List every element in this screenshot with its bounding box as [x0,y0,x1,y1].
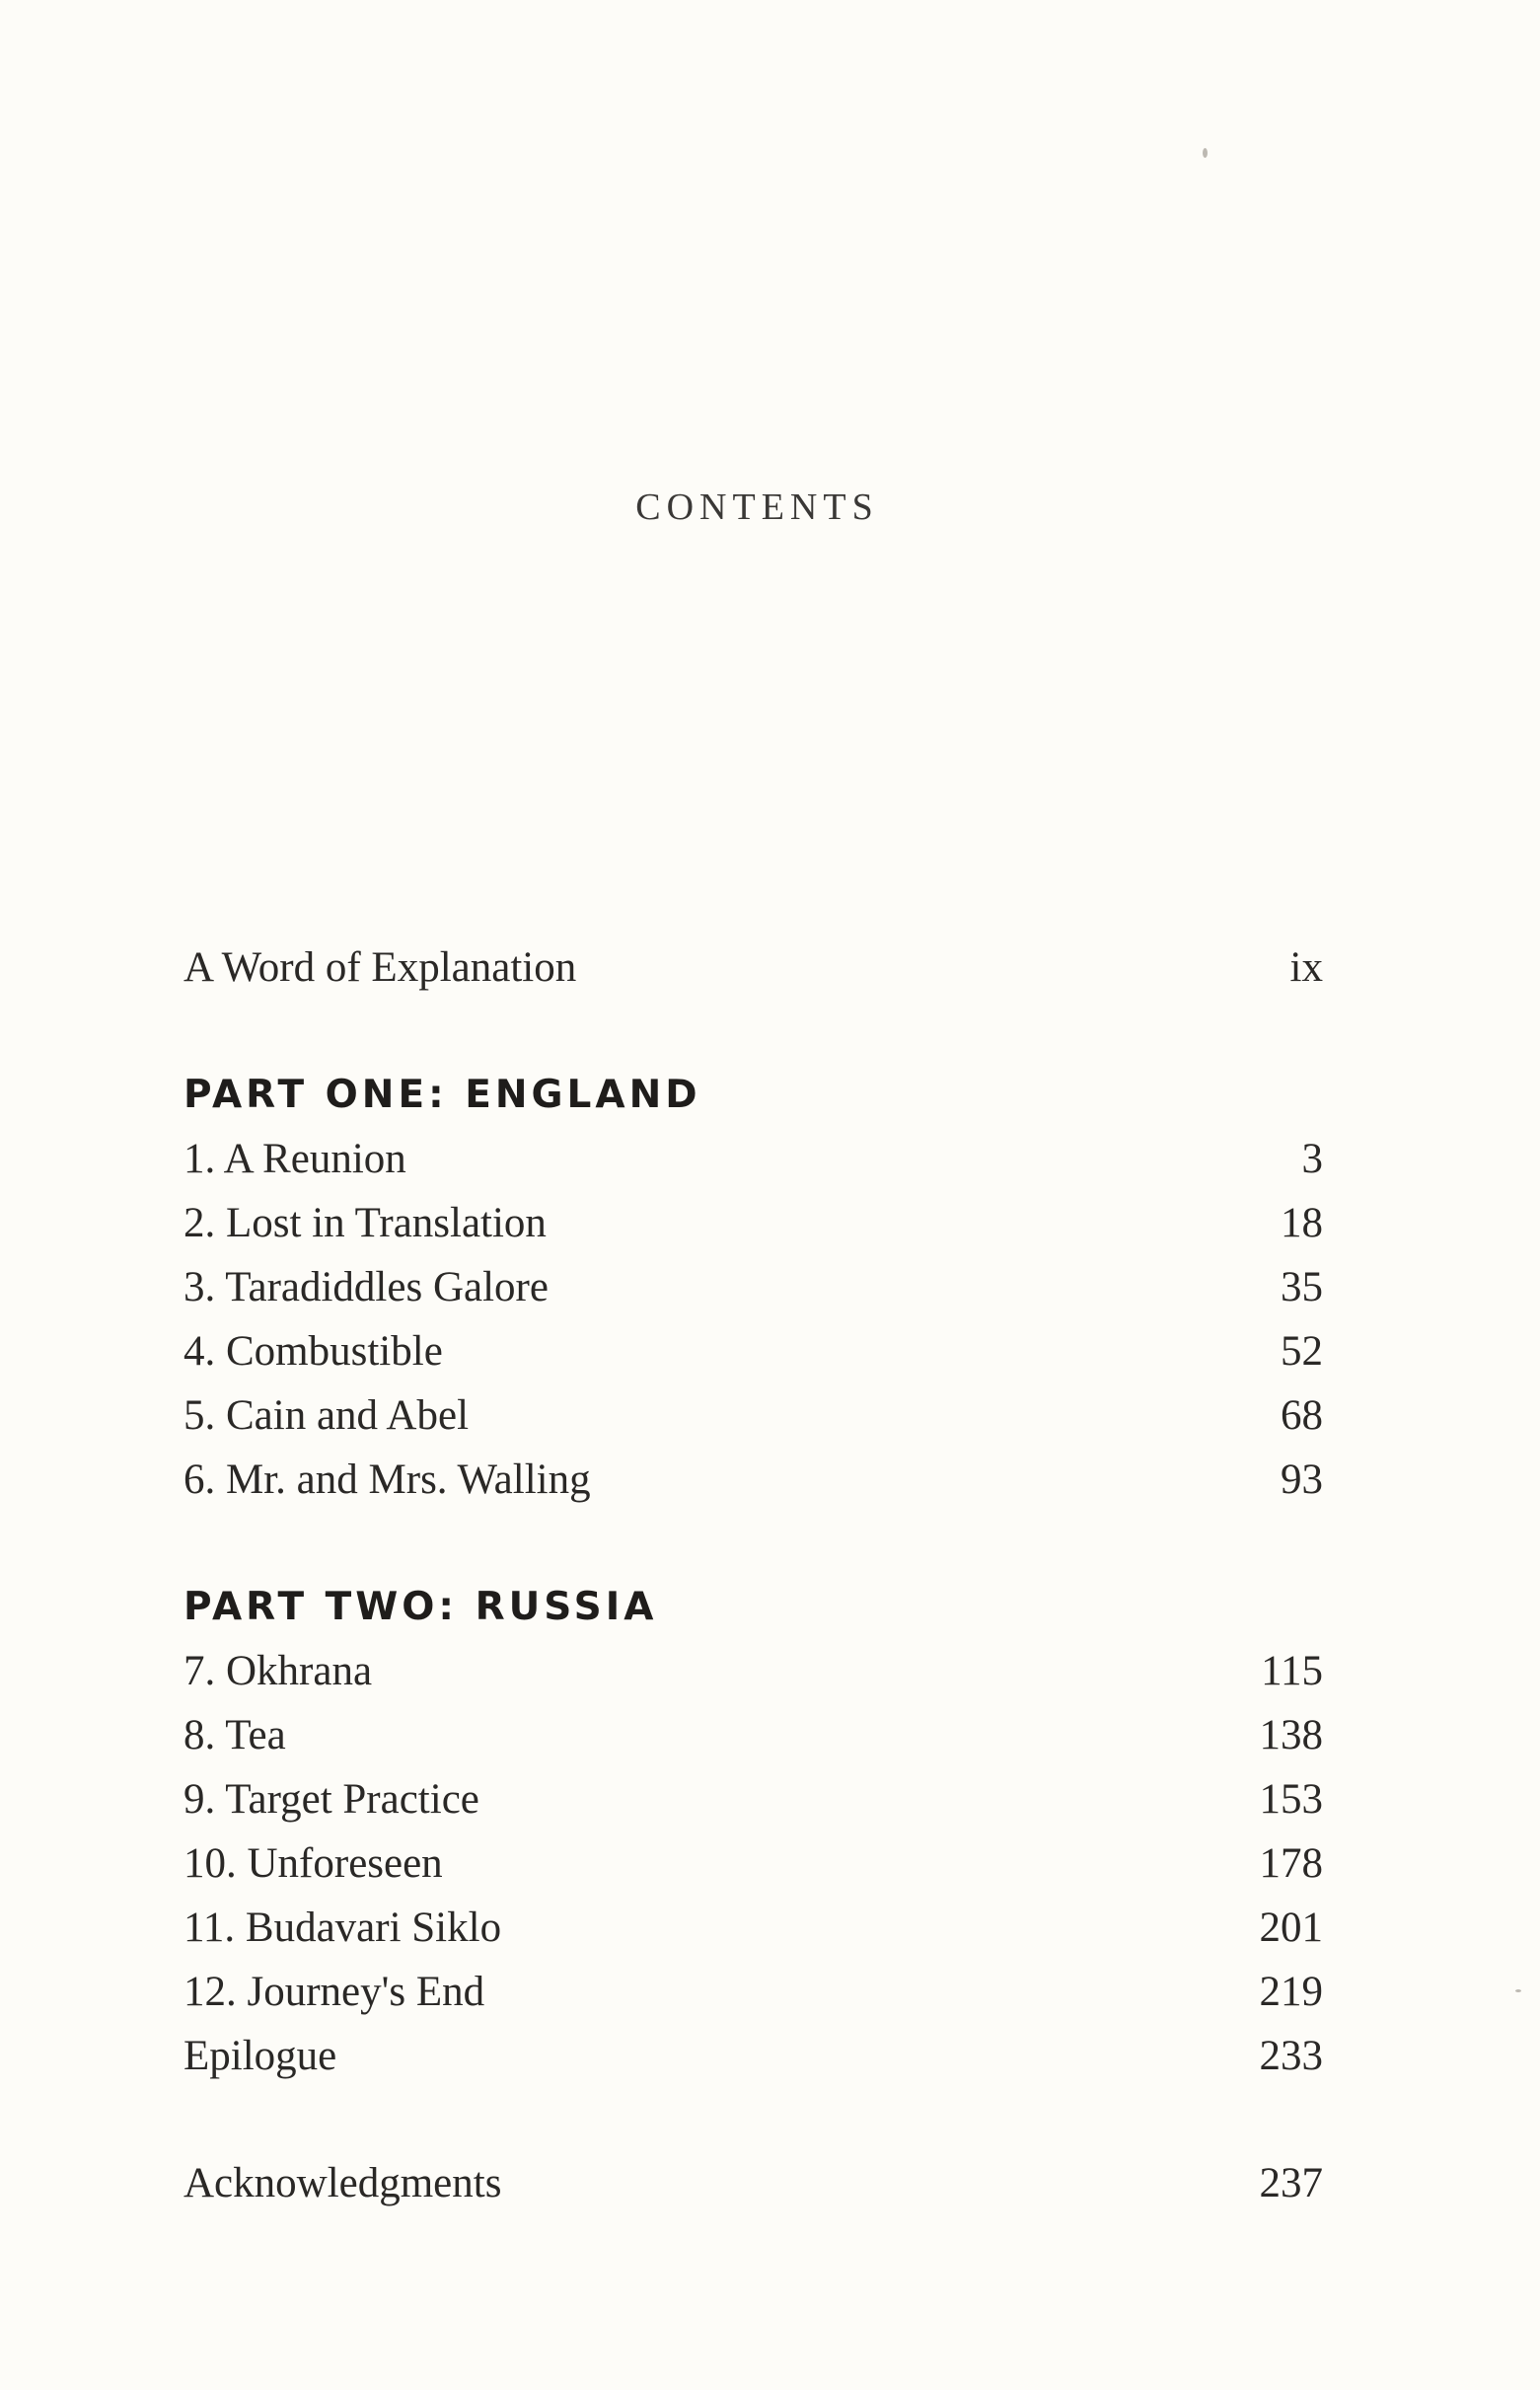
entry-title: 6. Mr. and Mrs. Walling [183,1456,591,1503]
entry-page-number: 93 [1281,1456,1323,1503]
page-title: CONTENTS [635,486,879,528]
toc-entry[interactable] [183,1896,1323,1960]
entry-page-number: 18 [1281,1200,1323,1246]
entry-page-number: 237 [1259,2160,1323,2206]
toc-entry[interactable] [183,1448,1323,1512]
entry-title: 3. Taradiddles Galore [183,1264,549,1310]
entry-title: 10. Unforeseen [183,1840,443,1887]
entry-page-number: 3 [1301,1136,1323,1182]
part-heading: PART ONE: ENGLAND [183,1073,701,1117]
entry-title: 11. Budavari Siklo [183,1905,502,1951]
entry-page-number: 138 [1259,1712,1323,1758]
paper-speck [1515,1989,1521,1992]
entry-page-number: 35 [1281,1264,1323,1310]
entry-title: 7. Okhrana [183,1648,373,1694]
toc-entry[interactable] [183,1319,1323,1383]
entry-title: 8. Tea [183,1712,286,1758]
entry-page-number: 219 [1259,1969,1323,2015]
toc-entry[interactable] [183,1191,1323,1255]
entry-title: 2. Lost in Translation [183,1200,547,1246]
paper-speck [1203,148,1208,158]
entry-page-number: 52 [1281,1328,1323,1375]
entry-title: A Word of Explanation [183,944,577,991]
toc-entry[interactable] [183,1639,1323,1703]
entry-page-number: ix [1289,944,1323,991]
entry-page-number: 201 [1259,1905,1323,1951]
section-spacer [183,2088,1323,2151]
entry-title: 12. Journey's End [183,1969,485,2015]
entry-page-number: 115 [1261,1648,1323,1694]
entry-title: Epilogue [183,2033,337,2079]
toc-entry[interactable] [183,1255,1323,1319]
entry-page-number: 178 [1259,1840,1323,1887]
entry-page-number: 153 [1259,1776,1323,1823]
part-heading: PART TWO: RUSSIA [183,1585,658,1629]
toc-entry[interactable] [183,1383,1323,1448]
toc-entry-back-matter[interactable] [183,2151,1323,2215]
entry-title: 9. Target Practice [183,1776,479,1823]
toc-entry[interactable] [183,1767,1323,1831]
entry-page-number: 68 [1281,1392,1323,1439]
section-spacer [183,1000,1323,1063]
table-of-contents [183,935,1323,2215]
toc-entry-epilogue[interactable] [183,2024,1323,2088]
toc-entry[interactable] [183,1703,1323,1767]
entry-title: Acknowledgments [183,2160,502,2206]
toc-entry[interactable] [183,1960,1323,2024]
entry-title: 4. Combustible [183,1328,443,1375]
toc-entry[interactable] [183,1831,1323,1896]
section-spacer [183,1512,1323,1575]
toc-entry[interactable] [183,1127,1323,1191]
entry-title: 5. Cain and Abel [183,1392,470,1439]
entry-page-number: 233 [1259,2033,1323,2079]
toc-entry-front-matter[interactable] [183,935,1323,1000]
entry-title: 1. A Reunion [183,1136,406,1182]
